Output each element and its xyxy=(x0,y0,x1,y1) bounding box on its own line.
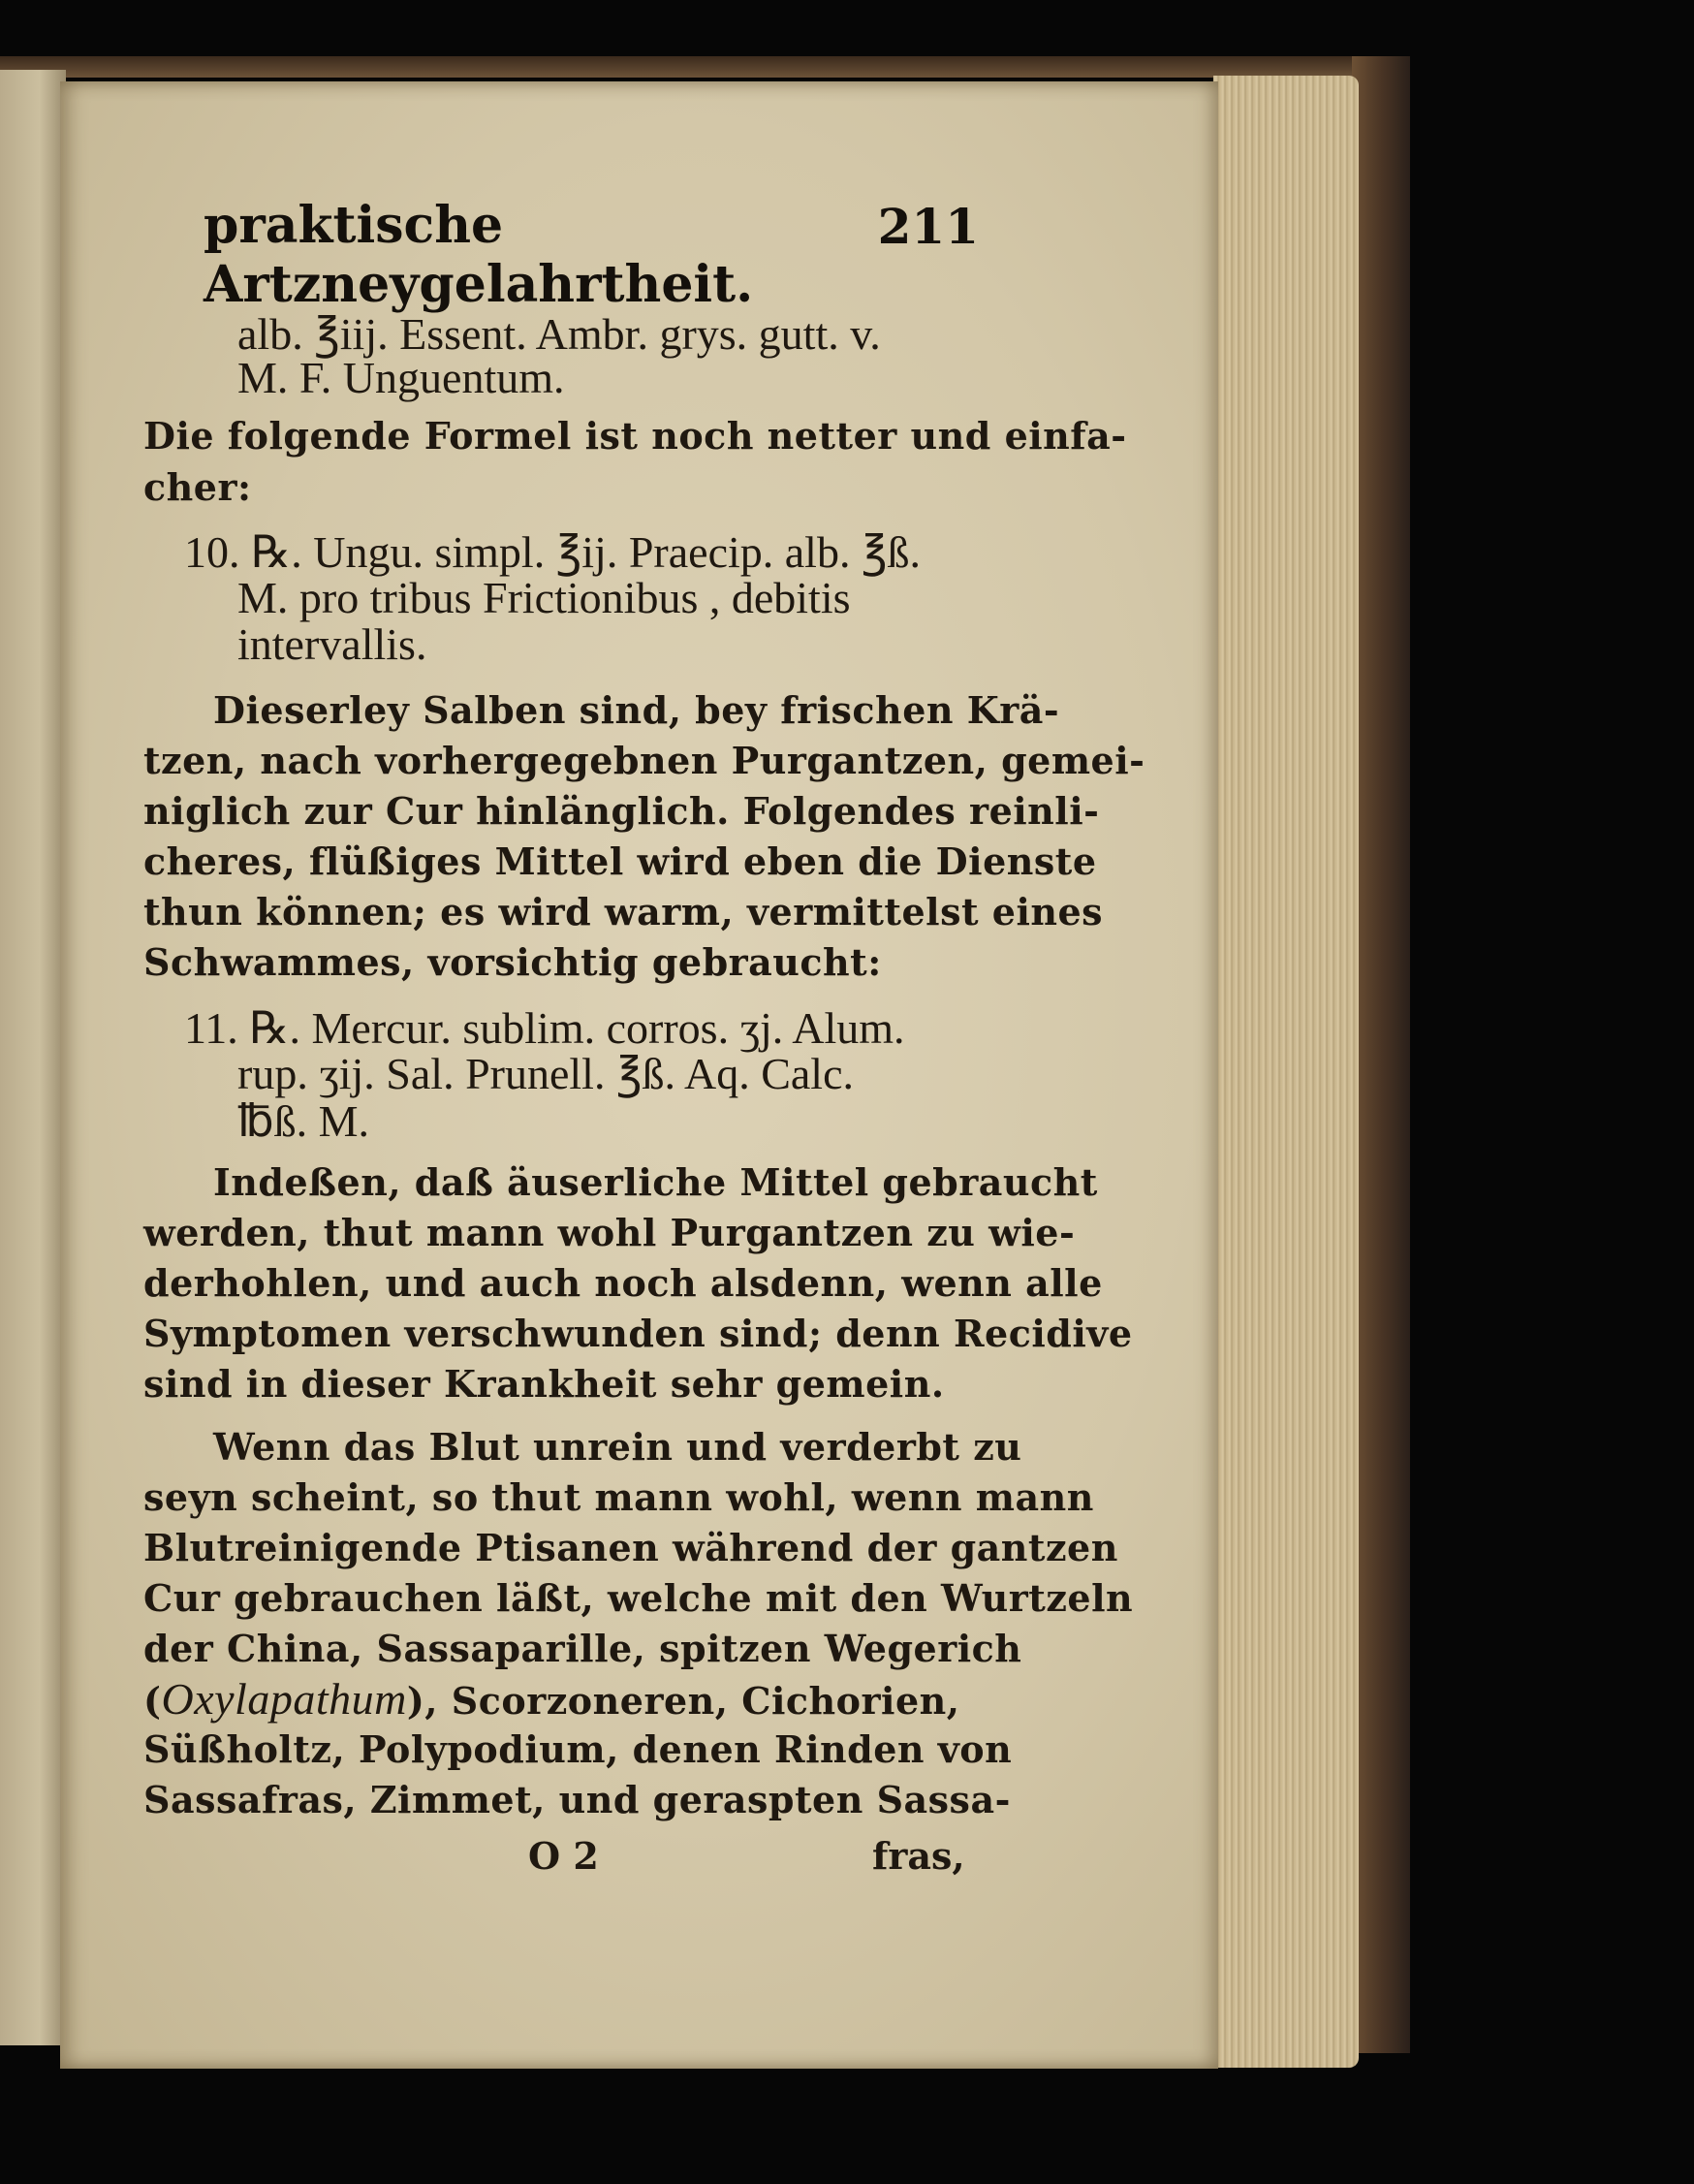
text-line: Sassafras, Zimmet, und geraspten Sassa- xyxy=(143,1778,1011,1821)
text-line: Dieserley Salben sind, bey frischen Krä- xyxy=(213,688,1060,732)
text-segment: ( xyxy=(143,1679,162,1723)
text-line: ℔ß. M. xyxy=(237,1096,370,1146)
book-cover-edge xyxy=(1352,56,1410,2053)
text-segment: ), Scorzoneren, Cichorien, xyxy=(406,1679,960,1723)
text-line: thun können; es wird warm, vermittelst eines xyxy=(143,890,1104,934)
text-line: rup. ʒij. Sal. Prunell. ℥ß. Aq. Calc. xyxy=(237,1049,855,1098)
text-line: tzen, nach vorhergegebnen Purgantzen, gemei- xyxy=(143,739,1145,782)
signature-mark: O 2 xyxy=(528,1834,599,1878)
text-line: Indeßen, daß äuserliche Mittel gebraucht xyxy=(213,1160,1098,1204)
text-line: M. F. Unguentum. xyxy=(237,353,565,402)
page-block-edges xyxy=(1213,76,1359,2068)
text-line: werden, thut mann wohl Purgantzen zu wie- xyxy=(143,1211,1076,1254)
running-title: praktische Artzneygelahrtheit. xyxy=(204,196,754,314)
text-line: Cur gebrauchen läßt, welche mit den Wurtzeln xyxy=(143,1576,1134,1620)
text-line: Wenn das Blut unrein und verderbt zu xyxy=(213,1425,1022,1469)
text-line: seyn scheint, so thut mann wohl, wenn mann xyxy=(143,1475,1094,1519)
text-line: der China, Sassaparille, spitzen Wegerich xyxy=(143,1627,1022,1670)
text-line: intervallis. xyxy=(237,619,427,669)
catchword: fras, xyxy=(872,1834,965,1878)
text-line xyxy=(143,1675,960,1725)
text-line: Süßholtz, Polypodium, denen Rinden von xyxy=(143,1727,1013,1771)
text-line: alb. ℥iij. Essent. Ambr. grys. gutt. v. xyxy=(237,309,881,359)
text-line: Die folgende Formel ist noch netter und einfa- xyxy=(143,414,1127,458)
text-line: 10. ℞. Ungu. simpl. ℥ij. Praecip. alb. ℥ß. xyxy=(184,527,922,577)
text-line: Symptomen verschwunden sind; denn Recidive xyxy=(143,1312,1133,1355)
italic-term: Oxylapathum xyxy=(161,1674,407,1724)
binding-top-edge xyxy=(0,56,1396,78)
text-line: Blutreinigende Ptisanen während der gantzen xyxy=(143,1526,1118,1569)
left-page-edge xyxy=(0,70,66,2045)
text-line: M. pro tribus Frictionibus , debitis xyxy=(237,573,851,622)
text-line: niglich zur Cur hinlänglich. Folgendes reinli- xyxy=(143,789,1100,833)
text-line: derhohlen, und auch noch alsdenn, wenn alle xyxy=(143,1261,1103,1305)
text-line: cher: xyxy=(143,465,252,509)
text-line: 11. ℞. Mercur. sublim. corros. ʒj. Alum. xyxy=(184,1003,905,1053)
running-head xyxy=(204,196,979,314)
page-number: 211 xyxy=(877,198,979,255)
text-line: sind in dieser Krankheit sehr gemein. xyxy=(143,1362,945,1406)
text-line: Schwammes, vorsichtig gebraucht: xyxy=(143,940,882,984)
text-line: cheres, flüßiges Mittel wird eben die Dienste xyxy=(143,839,1097,883)
